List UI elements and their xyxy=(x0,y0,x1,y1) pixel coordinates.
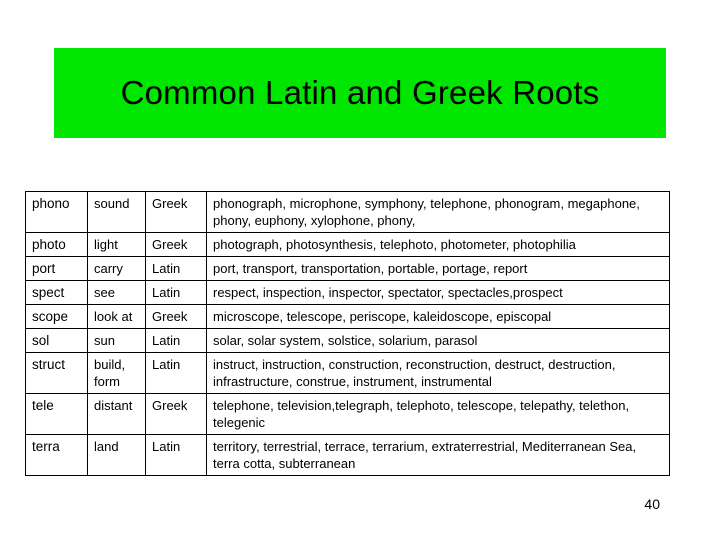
origin-cell: Latin xyxy=(146,257,207,281)
table-row xyxy=(26,305,670,329)
origin-cell: Latin xyxy=(146,329,207,353)
page-number: 40 xyxy=(644,496,660,512)
origin-cell: Greek xyxy=(146,192,207,233)
root-cell: struct xyxy=(26,353,88,394)
examples-cell: telephone, television,telegraph, telephoto, telescope, telepathy, telethon, telegenic xyxy=(207,394,670,435)
examples-cell: respect, inspection, inspector, spectator, spectacles,prospect xyxy=(207,281,670,305)
root-cell: tele xyxy=(26,394,88,435)
examples-cell: photograph, photosynthesis, telephoto, photometer, photophilia xyxy=(207,233,670,257)
table-row xyxy=(26,233,670,257)
table-row xyxy=(26,435,670,476)
meaning-cell: carry xyxy=(88,257,146,281)
root-cell: photo xyxy=(26,233,88,257)
examples-cell: territory, terrestrial, terrace, terrarium, extraterrestrial, Mediterranean Sea, terra cotta, subterranean xyxy=(207,435,670,476)
root-cell: sol xyxy=(26,329,88,353)
table-row xyxy=(26,281,670,305)
root-cell: port xyxy=(26,257,88,281)
title-banner xyxy=(54,48,666,138)
meaning-cell: see xyxy=(88,281,146,305)
meaning-cell: look at xyxy=(88,305,146,329)
origin-cell: Greek xyxy=(146,394,207,435)
examples-cell: solar, solar system, solstice, solarium, parasol xyxy=(207,329,670,353)
root-cell: scope xyxy=(26,305,88,329)
origin-cell: Latin xyxy=(146,281,207,305)
meaning-cell: build, form xyxy=(88,353,146,394)
table-row xyxy=(26,394,670,435)
root-cell: spect xyxy=(26,281,88,305)
root-cell: phono xyxy=(26,192,88,233)
meaning-cell: sound xyxy=(88,192,146,233)
roots-table-body xyxy=(26,192,670,476)
table-row xyxy=(26,329,670,353)
page-title: Common Latin and Greek Roots xyxy=(120,74,600,111)
root-cell: terra xyxy=(26,435,88,476)
table-row xyxy=(26,192,670,233)
examples-cell: instruct, instruction, construction, reconstruction, destruct, destruction, infrastructure, construe, instrument, instrumental xyxy=(207,353,670,394)
origin-cell: Greek xyxy=(146,233,207,257)
origin-cell: Latin xyxy=(146,435,207,476)
roots-table xyxy=(25,191,670,476)
examples-cell: phonograph, microphone, symphony, telephone, phonogram, megaphone, phony, euphony, xylophone, phony, xyxy=(207,192,670,233)
meaning-cell: distant xyxy=(88,394,146,435)
origin-cell: Greek xyxy=(146,305,207,329)
meaning-cell: sun xyxy=(88,329,146,353)
table-row xyxy=(26,353,670,394)
meaning-cell: light xyxy=(88,233,146,257)
meaning-cell: land xyxy=(88,435,146,476)
table-row xyxy=(26,257,670,281)
examples-cell: microscope, telescope, periscope, kaleidoscope, episcopal xyxy=(207,305,670,329)
examples-cell: port, transport, transportation, portable, portage, report xyxy=(207,257,670,281)
origin-cell: Latin xyxy=(146,353,207,394)
